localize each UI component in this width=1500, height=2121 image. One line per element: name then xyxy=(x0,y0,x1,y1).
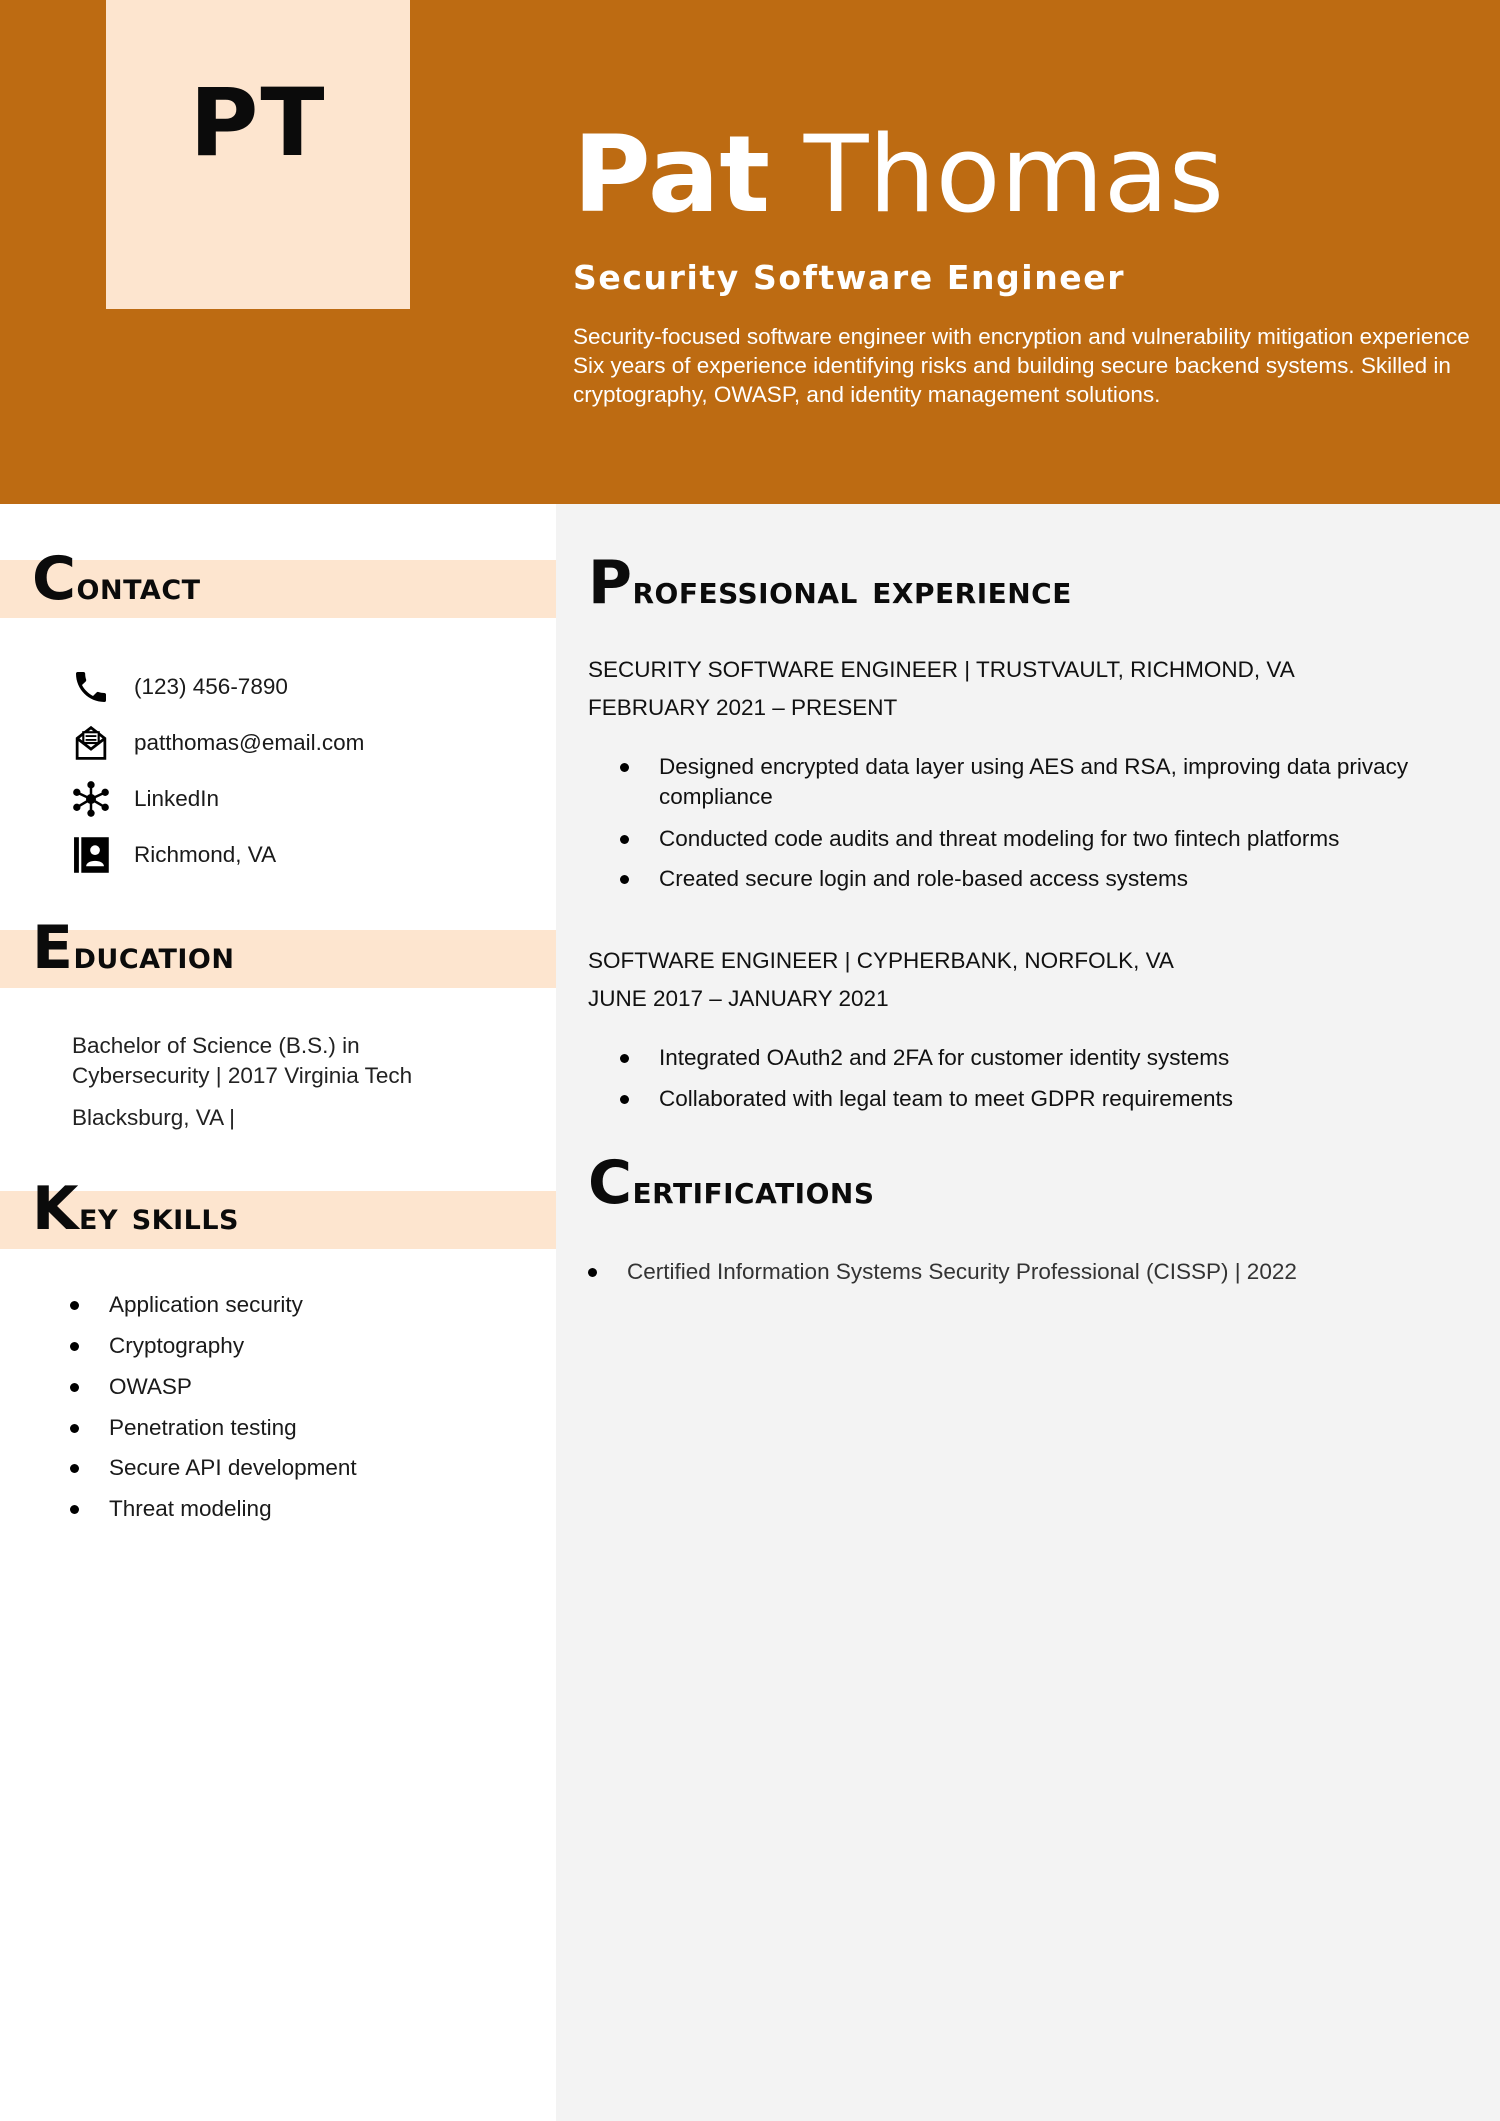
skill-label: Secure API development xyxy=(109,1455,357,1480)
certification-text: Certified Information Systems Security Professional (CISSP) | 2022 xyxy=(627,1259,1297,1284)
certification-item xyxy=(588,1259,1297,1285)
job-bullet xyxy=(620,752,1460,812)
bullet-icon xyxy=(70,1505,79,1514)
contact-heading xyxy=(32,544,201,614)
resume-header xyxy=(0,0,1500,504)
bullet-icon xyxy=(70,1301,79,1310)
monogram: PT xyxy=(189,69,327,178)
bullet-text: Collaborated with legal team to meet GDPR requirements xyxy=(659,1086,1234,1111)
degree-line: Cybersecurity | 2017 Virginia Tech xyxy=(72,1063,413,1088)
bullet-text: Conducted code audits and threat modeling for two fintech platforms xyxy=(659,826,1340,851)
skill-label: OWASP xyxy=(109,1374,192,1399)
phone-number: (123) 456-7890 xyxy=(134,674,288,699)
first-name: Pat xyxy=(573,113,771,236)
heading-rest: ertifications xyxy=(632,1167,875,1213)
heading-initial: P xyxy=(588,548,633,618)
bullet-icon xyxy=(620,763,629,772)
job-bullet xyxy=(620,1043,1460,1073)
job-bullet xyxy=(620,824,1460,854)
network-icon xyxy=(70,778,112,820)
bullet-icon xyxy=(620,1095,629,1104)
last-name: Thomas xyxy=(803,113,1224,236)
contact-email[interactable] xyxy=(70,721,364,765)
job-role-line: SOFTWARE ENGINEER | CYPHERBANK, NORFOLK, VA xyxy=(588,948,1174,973)
address-book-icon xyxy=(70,834,112,876)
email-icon xyxy=(70,722,112,764)
bullet-icon xyxy=(620,835,629,844)
job-role-line: SECURITY SOFTWARE ENGINEER | TRUSTVAULT, RICHMOND, VA xyxy=(588,657,1295,682)
full-name xyxy=(573,113,1224,236)
bullet-text: Integrated OAuth2 and 2FA for customer identity systems xyxy=(659,1045,1230,1070)
summary xyxy=(573,322,1473,409)
right-column xyxy=(556,504,1500,2121)
certifications-heading xyxy=(588,1148,875,1218)
degree-line: Bachelor of Science (B.S.) in xyxy=(72,1033,360,1058)
skill-label: Application security xyxy=(109,1292,303,1317)
bullet-text: Designed encrypted data layer using AES and RSA, improving data privacy compliance xyxy=(659,754,1409,809)
education-location: Blacksburg, VA | xyxy=(72,1105,236,1130)
education-heading xyxy=(32,913,234,983)
phone-icon xyxy=(70,666,112,708)
email-address[interactable]: patthomas@email.com xyxy=(134,730,365,755)
bullet-text: Created secure login and role-based access systems xyxy=(659,866,1189,891)
skill-item xyxy=(70,1455,357,1481)
heading-rest: ducation xyxy=(73,933,235,977)
heading-initial: K xyxy=(32,1174,79,1244)
monogram-box xyxy=(106,0,410,309)
contact-linkedin[interactable] xyxy=(70,777,219,821)
skill-item xyxy=(70,1333,244,1359)
contact-phone xyxy=(70,665,288,709)
bullet-icon xyxy=(588,1268,597,1277)
bullet-icon xyxy=(70,1342,79,1351)
job-bullet xyxy=(620,864,1460,894)
skill-item xyxy=(70,1415,297,1441)
heading-initial: E xyxy=(32,913,74,983)
skill-item xyxy=(70,1374,192,1400)
job-dates: FEBRUARY 2021 – PRESENT xyxy=(588,695,898,720)
linkedin-link[interactable]: LinkedIn xyxy=(134,786,220,811)
skill-label: Threat modeling xyxy=(109,1496,272,1521)
heading-rest: rofessional experience xyxy=(632,567,1072,613)
bullet-icon xyxy=(70,1464,79,1473)
job-bullet xyxy=(620,1084,1460,1114)
location-text: Richmond, VA xyxy=(134,842,277,867)
heading-rest: ey skills xyxy=(79,1194,239,1238)
heading-rest: ontact xyxy=(76,564,201,608)
heading-initial: C xyxy=(32,544,77,614)
job-dates: JUNE 2017 – JANUARY 2021 xyxy=(588,986,889,1011)
heading-initial: C xyxy=(588,1148,633,1218)
bullet-icon xyxy=(70,1383,79,1392)
bullet-icon xyxy=(70,1424,79,1433)
skill-label: Penetration testing xyxy=(109,1415,297,1440)
skill-item xyxy=(70,1496,272,1522)
summary-line: Six years of experience identifying risks and building secure backend systems. Skilled in cryptography, OWASP, and identity management solutions. xyxy=(573,353,1451,407)
experience-heading xyxy=(588,548,1072,618)
skills-heading xyxy=(32,1174,239,1244)
skill-item xyxy=(70,1292,303,1318)
job-title: Security Software Engineer xyxy=(573,258,1126,297)
skill-label: Cryptography xyxy=(109,1333,245,1358)
contact-location xyxy=(70,833,276,877)
bullet-icon xyxy=(620,1054,629,1063)
bullet-icon xyxy=(620,875,629,884)
summary-line: Security-focused software engineer with encryption and vulnerability mitigation experience xyxy=(573,324,1470,349)
